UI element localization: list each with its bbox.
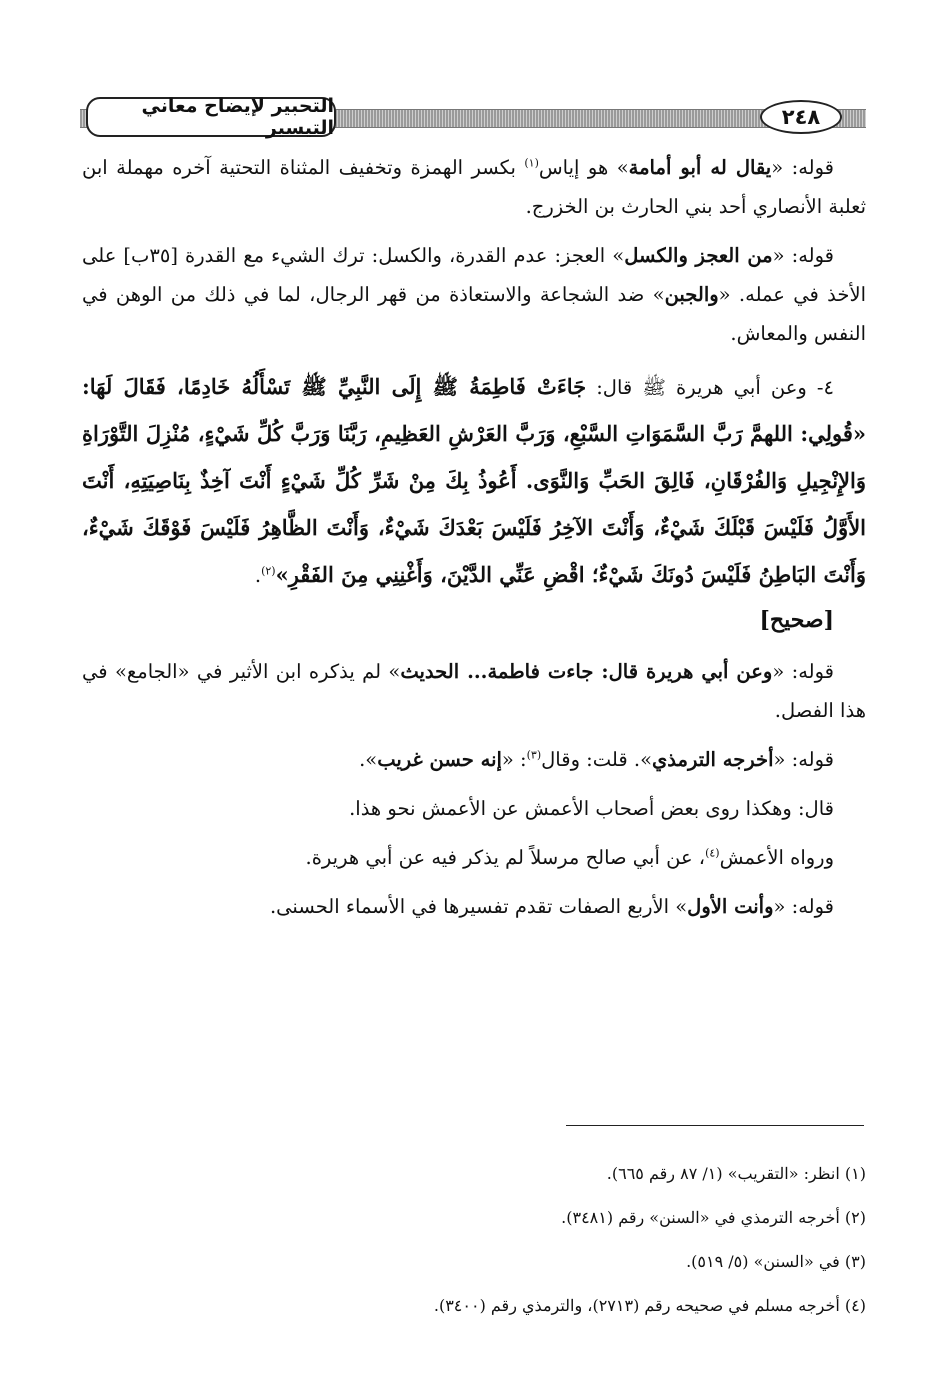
para-text: بكسر الهمزة وتخفيف المثناة التحتية آخره مهملة ابن ثعلبة الأنصاري أحد بني الحارث بن الخزرج. bbox=[82, 156, 866, 218]
para-prefix: قوله: « bbox=[772, 660, 834, 683]
paragraph-mursal bbox=[82, 838, 866, 877]
para-text: » ضد الشجاعة والاستعاذة من قهر الرجال، لما في ذلك من الوهن في النفس والمعاش. bbox=[82, 283, 866, 345]
footnote-2: (٢) أخرجه الترمذي في «السنن» رقم (٣٤٨١). bbox=[561, 1208, 866, 1227]
para-text: » هو إياس bbox=[538, 156, 629, 179]
paragraph-tirmidhi bbox=[82, 740, 866, 779]
quoted-term: إنه حسن غريب bbox=[377, 748, 502, 771]
book-title: التحبير لإيضاح معاني التيسير bbox=[86, 97, 336, 137]
paragraph-ajz bbox=[82, 236, 866, 353]
para-text: : « bbox=[501, 748, 527, 771]
paragraph-ibn-athir bbox=[82, 652, 866, 730]
para-prefix: قوله: « bbox=[773, 748, 834, 771]
footnote-ref[interactable]: (٢) bbox=[261, 564, 276, 578]
quoted-term: وأنت الأول bbox=[687, 895, 774, 918]
para-prefix: قوله: « bbox=[771, 156, 834, 179]
para-prefix: قوله: « bbox=[772, 244, 834, 267]
para-text: » العجز: عدم القدرة، والكسل: ترك الشيء مع القدرة [٣٥ب] على الأخذ في عمله. « bbox=[82, 244, 866, 306]
paragraph-amash: قال: وهكذا روى بعض أصحاب الأعمش عن الأعمش نحو هذا. bbox=[349, 797, 834, 820]
hadith-grade: [صحيح] bbox=[759, 607, 834, 633]
hadith-text: جَاءَتْ فَاطِمَةُ ﷺ إِلَى النَّبِيِّ ﷺ تَسْأَلُهُ خَادِمًا، فَقَالَ لَهَا: «قُولِي: اللهمَّ رَبَّ السَّمَوَاتِ السَّبْعِ، وَرَبَّ العَرْشِ العَظِيمِ، رَبَّنَا وَرَبَّ كُلِّ شَيْءٍ، مُنْزِلَ التَّوْرَاةِ وَالإِنْجِيلِ وَالفُرْقَانِ، فَالِقَ الحَبِّ وَالنَّوَى. أَعُوذُ بِكَ مِنْ شَرِّ كُلِّ شَيْءٍ أَنْتَ آخِذٌ بِنَاصِيَتِهِ، أَنْتَ الأَوَّلُ فَلَيْسَ قَبْلَكَ شَيْءٌ، وَأَنْتَ الآخِرُ فَلَيْسَ بَعْدَكَ شَيْءٌ، وَأَنْتَ الظَّاهِرُ فَلَيْسَ فَوْقَكَ شَيْءٌ، وَأَنْتَ البَاطِنُ فَلَيْسَ دُونَكَ شَيْءٌ؛ اقْضِ عَنِّي الدَّيْنَ، وَأَغْنِنِي مِنَ الفَقْرِ» bbox=[82, 374, 866, 587]
quoted-term: وعن أبي هريرة قال: جاءت فاطمة... الحديث bbox=[400, 660, 773, 683]
para-prefix: ورواه الأعمش bbox=[719, 846, 834, 869]
page-number: ٢٤٨ bbox=[760, 100, 842, 134]
footnote-4: (٤) أخرجه مسلم في صحيحه رقم (٢٧١٣)، والترمذي رقم (٣٤٠٠). bbox=[433, 1296, 866, 1315]
para-text: » لم يذكره ابن الأثير في «الجامع» في هذا الفصل. bbox=[82, 660, 866, 722]
para-prefix: قوله: « bbox=[773, 895, 834, 918]
paragraph-awwal bbox=[82, 887, 866, 926]
footnote-ref[interactable]: (٣) bbox=[526, 748, 542, 762]
footnote-1: (١) انظر: «التقريب» (١/ ٨٧ رقم ٦٦٥). bbox=[606, 1164, 866, 1183]
quoted-term: من العجز والكسل bbox=[624, 244, 773, 267]
para-text: ، عن أبي صالح مرسلاً لم يذكر فيه عن أبي هريرة. bbox=[305, 846, 706, 869]
para-text: ». قلت: وقال bbox=[541, 748, 653, 771]
para-text: » الأربع الصفات تقدم تفسيرها في الأسماء الحسنى. bbox=[269, 895, 688, 918]
footnote-ref[interactable]: (١) bbox=[524, 156, 539, 170]
para-text: ». bbox=[359, 748, 378, 771]
paragraph-iyas bbox=[82, 148, 866, 226]
quoted-term: يقال له أبو أمامة bbox=[628, 156, 772, 179]
hadith-intro: ٤- وعن أبي هريرة ﷺ قال: bbox=[586, 376, 834, 399]
quoted-term: أخرجه الترمذي bbox=[652, 748, 774, 771]
para-text: . bbox=[254, 564, 262, 587]
footnote-3: (٣) في «السنن» (٥/ ٥١٩). bbox=[686, 1252, 866, 1271]
quoted-term: والجبن bbox=[664, 283, 719, 306]
footnotes bbox=[82, 1152, 866, 1328]
page-header bbox=[80, 95, 866, 145]
footnote-divider bbox=[566, 1125, 864, 1126]
hadith-block bbox=[82, 363, 866, 642]
footnote-ref[interactable]: (٤) bbox=[705, 846, 720, 860]
main-text bbox=[82, 148, 866, 926]
